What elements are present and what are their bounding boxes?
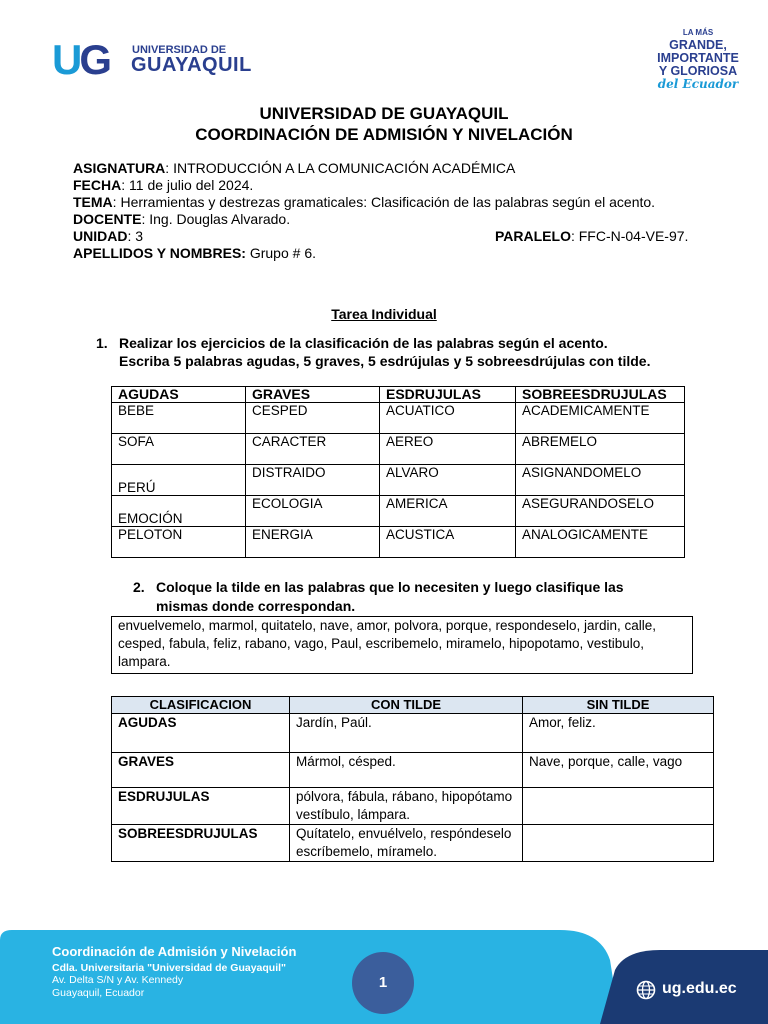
question-1-line1: Realizar los ejercicios de la clasificación de las palabras según el acento. bbox=[119, 335, 608, 351]
info-value: 3 bbox=[135, 228, 144, 244]
info-docente: DOCENTE: Ing. Douglas Alvarado. bbox=[73, 211, 291, 227]
column-header: CLASIFICACION bbox=[112, 697, 290, 714]
footer-address-line2: Av. Delta S/N y Av. Kennedy bbox=[52, 974, 184, 986]
classification-table bbox=[111, 696, 714, 862]
info-value: 11 de julio del 2024. bbox=[129, 177, 254, 193]
column-header: SIN TILDE bbox=[523, 697, 714, 714]
table-cell: Jardín, Paúl. bbox=[290, 714, 523, 753]
column-header: GRAVES bbox=[246, 387, 380, 403]
info-label: UNIDAD bbox=[73, 228, 128, 244]
page-number: 1 bbox=[352, 952, 414, 1014]
motto-line: LA MÁS bbox=[682, 28, 714, 37]
table-cell: SOFA bbox=[112, 434, 246, 465]
table-row bbox=[112, 403, 685, 434]
table-row bbox=[112, 788, 714, 825]
word-list-line: cesped, fabula, feliz, rabano, vago, Paul, escribemelo, miramelo, hipopotamo, vestibulo, bbox=[118, 636, 645, 651]
word-list-box bbox=[111, 616, 693, 674]
row-label: ESDRUJULAS bbox=[112, 788, 290, 825]
table-cell: ANALOGICAMENTE bbox=[516, 527, 685, 558]
motto-line: del Ecuador bbox=[657, 77, 739, 91]
table-cell: ENERGIA bbox=[246, 527, 380, 558]
university-title: UNIVERSIDAD DE GUAYAQUIL bbox=[259, 104, 509, 123]
column-header: AGUDAS bbox=[112, 387, 246, 403]
table-cell: ACUATICO bbox=[380, 403, 516, 434]
table-row bbox=[112, 465, 685, 496]
table-cell: AMERICA bbox=[380, 496, 516, 527]
question-2-line1: Coloque la tilde en las palabras que lo necesiten y luego clasifique las bbox=[156, 579, 624, 595]
task-title: Tarea Individual bbox=[331, 306, 437, 322]
info-value: Grupo # 6. bbox=[249, 245, 316, 261]
globe-icon bbox=[636, 980, 656, 1000]
table-cell bbox=[523, 825, 714, 862]
info-value: Herramientas y destrezas gramaticales: Clasificación de las palabras según el acento. bbox=[120, 194, 656, 210]
table-cell: EMOCIÓN bbox=[112, 496, 246, 527]
table-cell: AEREO bbox=[380, 434, 516, 465]
info-label: ASIGNATURA bbox=[73, 160, 166, 176]
table-cell: PERÚ bbox=[112, 465, 246, 496]
ug-logo bbox=[52, 38, 252, 82]
row-label: AGUDAS bbox=[112, 714, 290, 753]
ug-logo-mark: UG bbox=[52, 36, 110, 83]
question-1-number: 1. bbox=[96, 335, 108, 351]
table-cell: BEBE bbox=[112, 403, 246, 434]
row-label: GRAVES bbox=[112, 753, 290, 788]
logo-text-line2: GUAYAQUIL bbox=[131, 54, 252, 76]
info-label: TEMA bbox=[73, 194, 113, 210]
question-1-line2: Escriba 5 palabras agudas, 5 graves, 5 esdrújulas y 5 sobreesdrújulas con tilde. bbox=[119, 353, 651, 369]
word-list-line: lampara. bbox=[118, 654, 171, 669]
website-link[interactable]: ug.edu.ec bbox=[662, 980, 737, 997]
table-cell: DISTRAIDO bbox=[246, 465, 380, 496]
info-asignatura: ASIGNATURA: INTRODUCCIÓN A LA COMUNICACIÓN ACADÉMICA bbox=[73, 160, 516, 176]
word-list-line: envuelvemelo, marmol, quitatelo, nave, amor, polvora, porque, respondeselo, jardin, calle, bbox=[118, 618, 657, 633]
table-cell: ECOLOGIA bbox=[246, 496, 380, 527]
table-cell: Nave, porque, calle, vago bbox=[523, 753, 714, 788]
info-paralelo: PARALELO: FFC-N-04-VE-97. bbox=[495, 228, 689, 244]
logo-text-line1: UNIVERSIDAD DE bbox=[132, 44, 227, 56]
table-row bbox=[112, 714, 714, 753]
info-apellidos bbox=[73, 245, 316, 262]
table-cell: pólvora, fábula, rábano, hipopótamo vestíbulo, lámpara. bbox=[290, 788, 523, 825]
info-value: INTRODUCCIÓN A LA COMUNICACIÓN ACADÉMICA bbox=[173, 160, 516, 176]
info-label: DOCENTE bbox=[73, 211, 142, 227]
table-header-row bbox=[112, 697, 714, 714]
table-header-row bbox=[112, 387, 685, 403]
table-row bbox=[112, 496, 685, 527]
column-header: ESDRUJULAS bbox=[380, 387, 516, 403]
footer-address-line3: Guayaquil, Ecuador bbox=[52, 987, 145, 999]
university-motto bbox=[648, 26, 748, 91]
table-row bbox=[112, 753, 714, 788]
table-row bbox=[112, 825, 714, 862]
table-cell: Quítatelo, envuélvelo, respóndeselo escríbemelo, míramelo. bbox=[290, 825, 523, 862]
info-tema: TEMA: Herramientas y destrezas gramaticales: Clasificación de las palabras según el acento. bbox=[73, 194, 656, 210]
info-unidad: UNIDAD: 3 bbox=[73, 228, 144, 244]
info-label: APELLIDOS Y NOMBRES: bbox=[73, 245, 246, 261]
footer-address-line1: Cdla. Universitaria "Universidad de Guayaquil" bbox=[52, 962, 287, 974]
info-fecha: FECHA: 11 de julio del 2024. bbox=[73, 177, 254, 193]
footer-coordination: Coordinación de Admisión y Nivelación bbox=[52, 944, 297, 959]
table-row bbox=[112, 527, 685, 558]
coordination-title: COORDINACIÓN DE ADMISIÓN Y NIVELACIÓN bbox=[195, 125, 573, 144]
table-cell: CESPED bbox=[246, 403, 380, 434]
info-value: Ing. Douglas Alvarado. bbox=[149, 211, 291, 227]
table-cell: Amor, feliz. bbox=[523, 714, 714, 753]
info-label: FECHA bbox=[73, 177, 122, 193]
question-2-line2: mismas donde correspondan. bbox=[156, 598, 356, 614]
question-2-number: 2. bbox=[133, 579, 145, 595]
table-cell: PELOTON bbox=[112, 527, 246, 558]
table-cell: ASIGNANDOMELO bbox=[516, 465, 685, 496]
table-cell: ACADEMICAMENTE bbox=[516, 403, 685, 434]
row-label: SOBREESDRUJULAS bbox=[112, 825, 290, 862]
table-cell: ACUSTICA bbox=[380, 527, 516, 558]
column-header: CON TILDE bbox=[290, 697, 523, 714]
table-cell: CARACTER bbox=[246, 434, 380, 465]
motto-line: IMPORTANTE bbox=[657, 51, 739, 65]
table-cell: ABREMELO bbox=[516, 434, 685, 465]
motto-line: GRANDE, bbox=[669, 38, 727, 52]
table-row bbox=[112, 434, 685, 465]
accent-examples-table bbox=[111, 386, 685, 558]
table-cell: ALVARO bbox=[380, 465, 516, 496]
motto-line: Y GLORIOSA bbox=[658, 64, 738, 78]
table-cell bbox=[523, 788, 714, 825]
info-label: PARALELO bbox=[495, 228, 571, 244]
table-cell: ASEGURANDOSELO bbox=[516, 496, 685, 527]
info-value: FFC-N-04-VE-97. bbox=[578, 228, 689, 244]
table-cell: Mármol, césped. bbox=[290, 753, 523, 788]
column-header: SOBREESDRUJULAS bbox=[516, 387, 685, 403]
